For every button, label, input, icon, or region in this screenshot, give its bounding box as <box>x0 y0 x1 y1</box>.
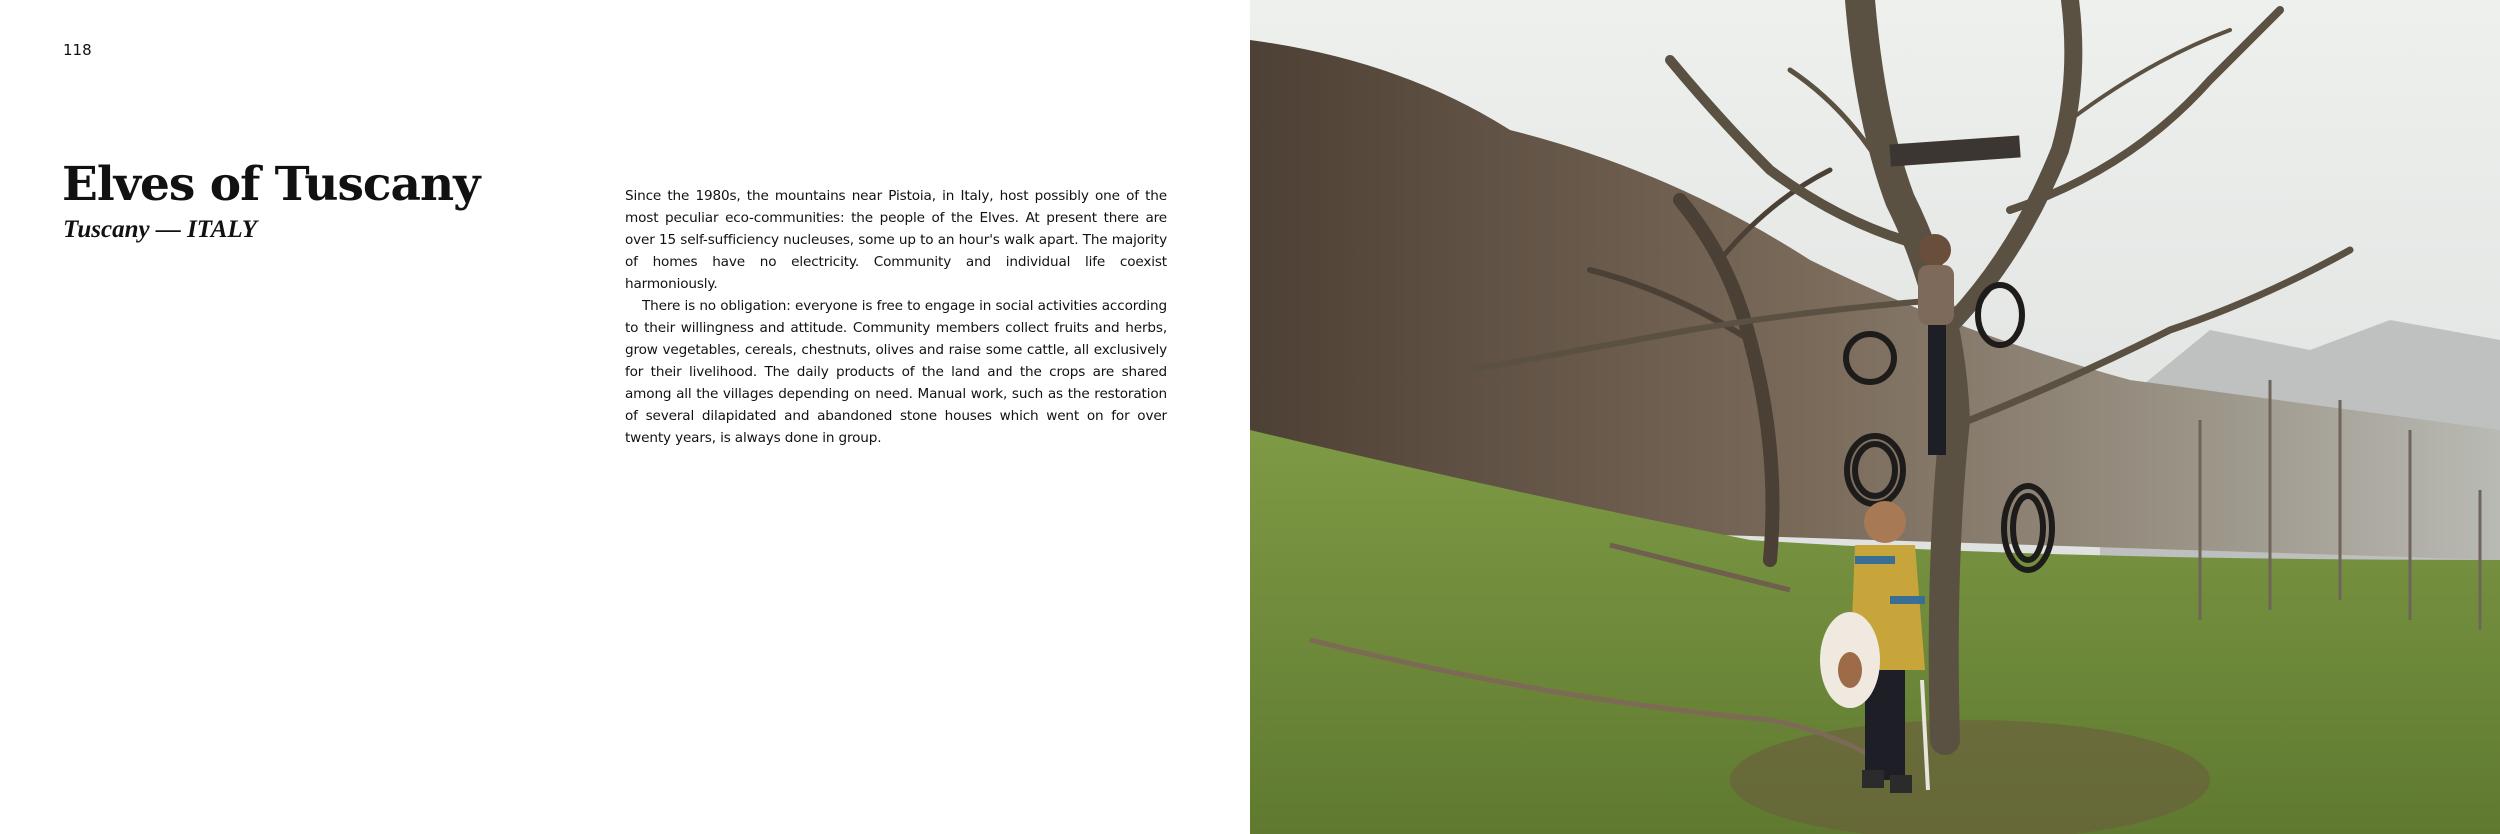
body-paragraph-2: There is no obligation: everyone is free to engage in social activities according to their willingness and attitude. Community members collect fruits and herbs, grow vegetables, cereals, chestnuts, olives and raise some cattle, all exclusively for their livelihood. The daily products of the land and the crops are shared among all the villages depending on need. Manual work, such as the restoration of several dilapidated and abandoned stone houses which went on for over twenty years, is always done in group. <box>625 298 1167 446</box>
photo-children-tree-meadow <box>1250 0 2500 834</box>
right-page-photo <box>1250 0 2500 834</box>
page-number: 118 <box>63 41 92 59</box>
article-subtitle: Tuscany — ITALY <box>63 216 257 243</box>
article-title: Elves of Tuscany <box>62 157 480 212</box>
body-paragraph-1: Since the 1980s, the mountains near Pistoia, in Italy, host possibly one of the most peculiar eco-communities: the people of the Elves. At present there are over 15 self-sufficiency nucleuses, some up to an hour's walk apart. The majority of homes have no electricity. Community and individual life coexist harmoniously. <box>625 188 1167 292</box>
article-body <box>625 185 1167 449</box>
